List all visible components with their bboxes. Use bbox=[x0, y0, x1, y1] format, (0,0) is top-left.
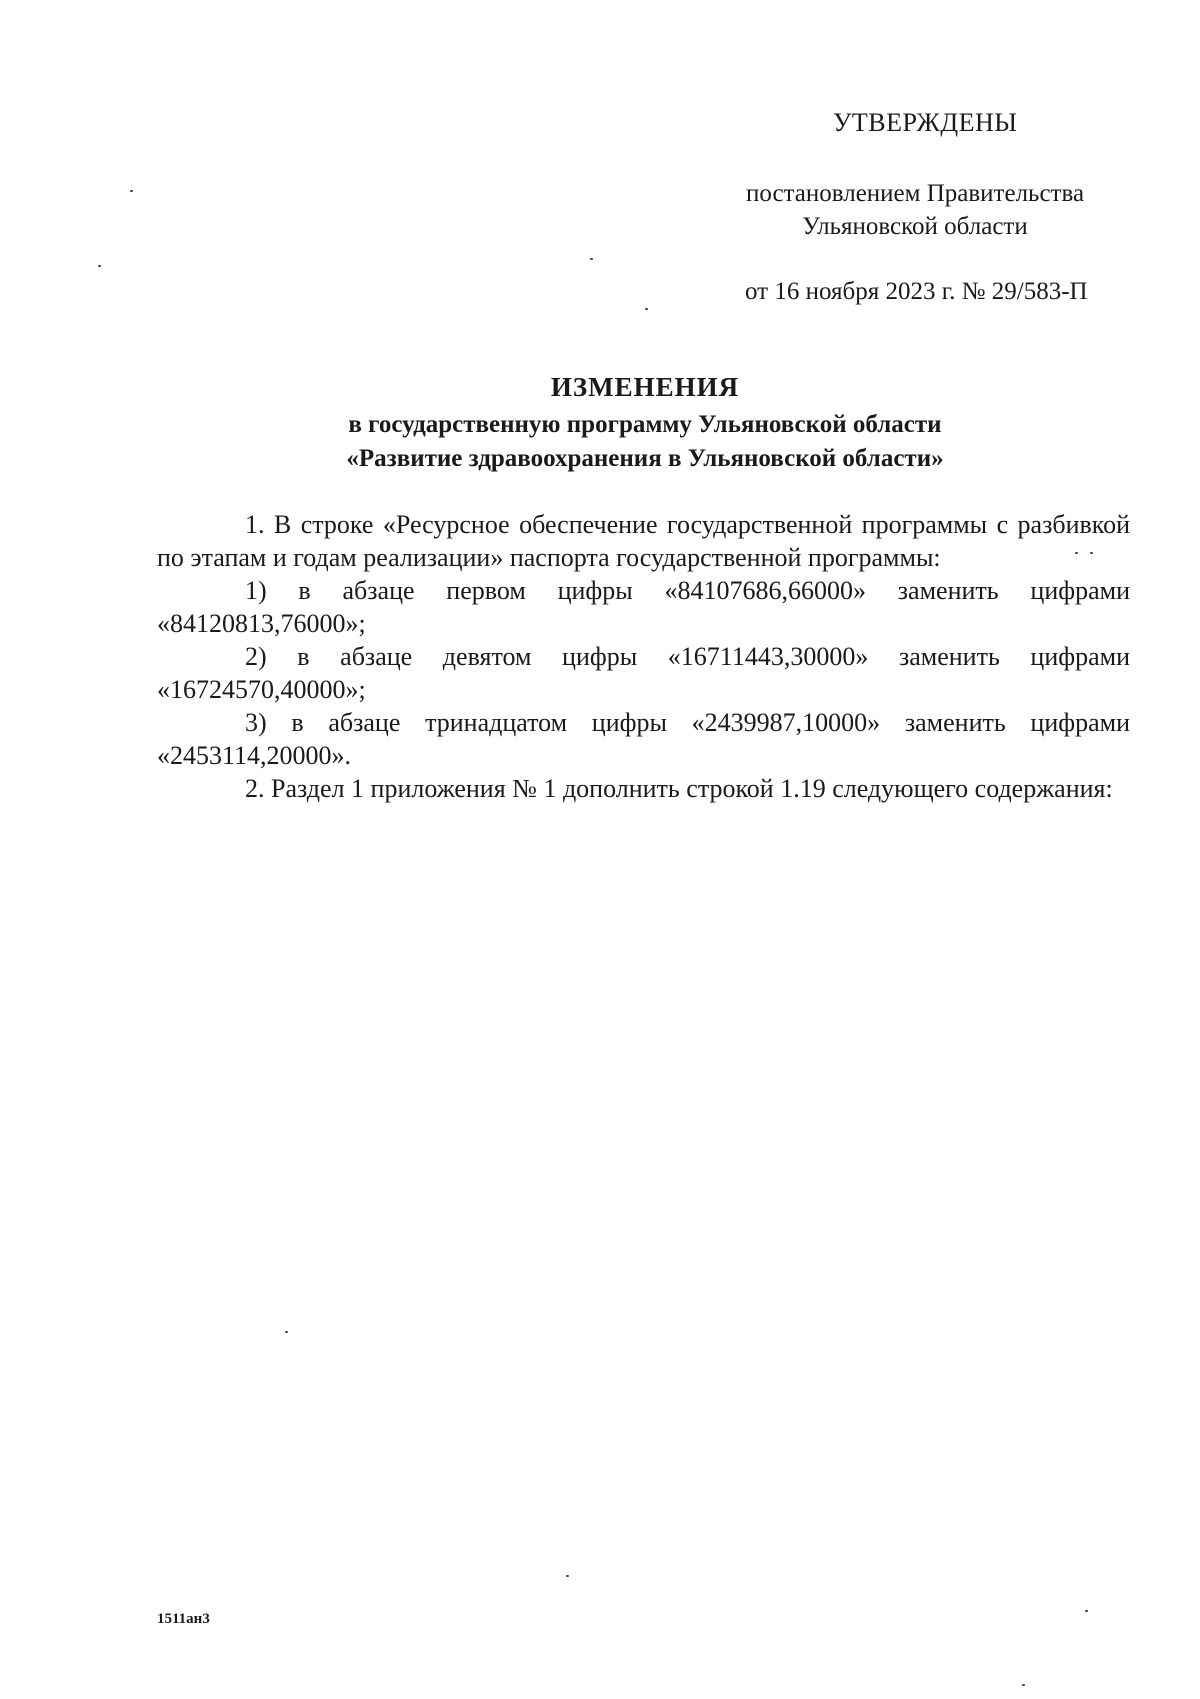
paragraph-1-item-3: 3) в абзаце тринадцатом цифры «2439987,10000» заменить цифрами «2453114,20000». bbox=[157, 708, 1130, 770]
paragraph-1-item-2: 2) в абзаце девятом цифры «16711443,30000» заменить цифрами «16724570,40000»; bbox=[157, 642, 1130, 704]
document-subtitle bbox=[150, 408, 1140, 476]
approval-authority bbox=[700, 177, 1130, 243]
paragraph-1: 1. В строке «Ресурсное обеспечение государственной программы с разбивкой по этапам и годам реализации» паспорта государственной программы: bbox=[157, 510, 1130, 572]
document-footer-code: 1511ан3 bbox=[157, 1611, 210, 1627]
scan-speck bbox=[1090, 552, 1093, 554]
document-body bbox=[157, 508, 1130, 805]
approval-date: от 16 ноября 2023 г. № 29/583-П bbox=[745, 278, 1088, 305]
paragraph-2: 2. Раздел 1 приложения № 1 дополнить строкой 1.19 следующего содержания: bbox=[245, 774, 1113, 803]
document-subtitle-line1: в государственную программу Ульяновской области bbox=[348, 411, 942, 438]
scan-speck bbox=[130, 190, 133, 192]
approval-authority-line2: Ульяновской области bbox=[802, 213, 1028, 240]
scan-speck bbox=[566, 1575, 569, 1577]
paragraph-1-item-1: 1) в абзаце первом цифры «84107686,66000» заменить цифрами «84120813,76000»; bbox=[157, 576, 1130, 638]
scan-speck bbox=[1022, 1684, 1025, 1686]
approval-authority-line1: постановлением Правительства bbox=[745, 180, 1085, 207]
scan-speck bbox=[1085, 1610, 1088, 1612]
scan-speck bbox=[590, 258, 593, 260]
scan-speck bbox=[98, 265, 101, 267]
scan-speck bbox=[285, 1331, 288, 1333]
scan-speck bbox=[1075, 552, 1078, 554]
document-title: ИЗМЕНЕНИЯ bbox=[550, 372, 740, 402]
document-subtitle-line2: «Развитие здравоохранения в Ульяновской области» bbox=[346, 445, 944, 472]
scan-speck bbox=[645, 308, 648, 310]
approval-heading: УТВЕРЖДЕНЫ bbox=[833, 108, 1018, 137]
